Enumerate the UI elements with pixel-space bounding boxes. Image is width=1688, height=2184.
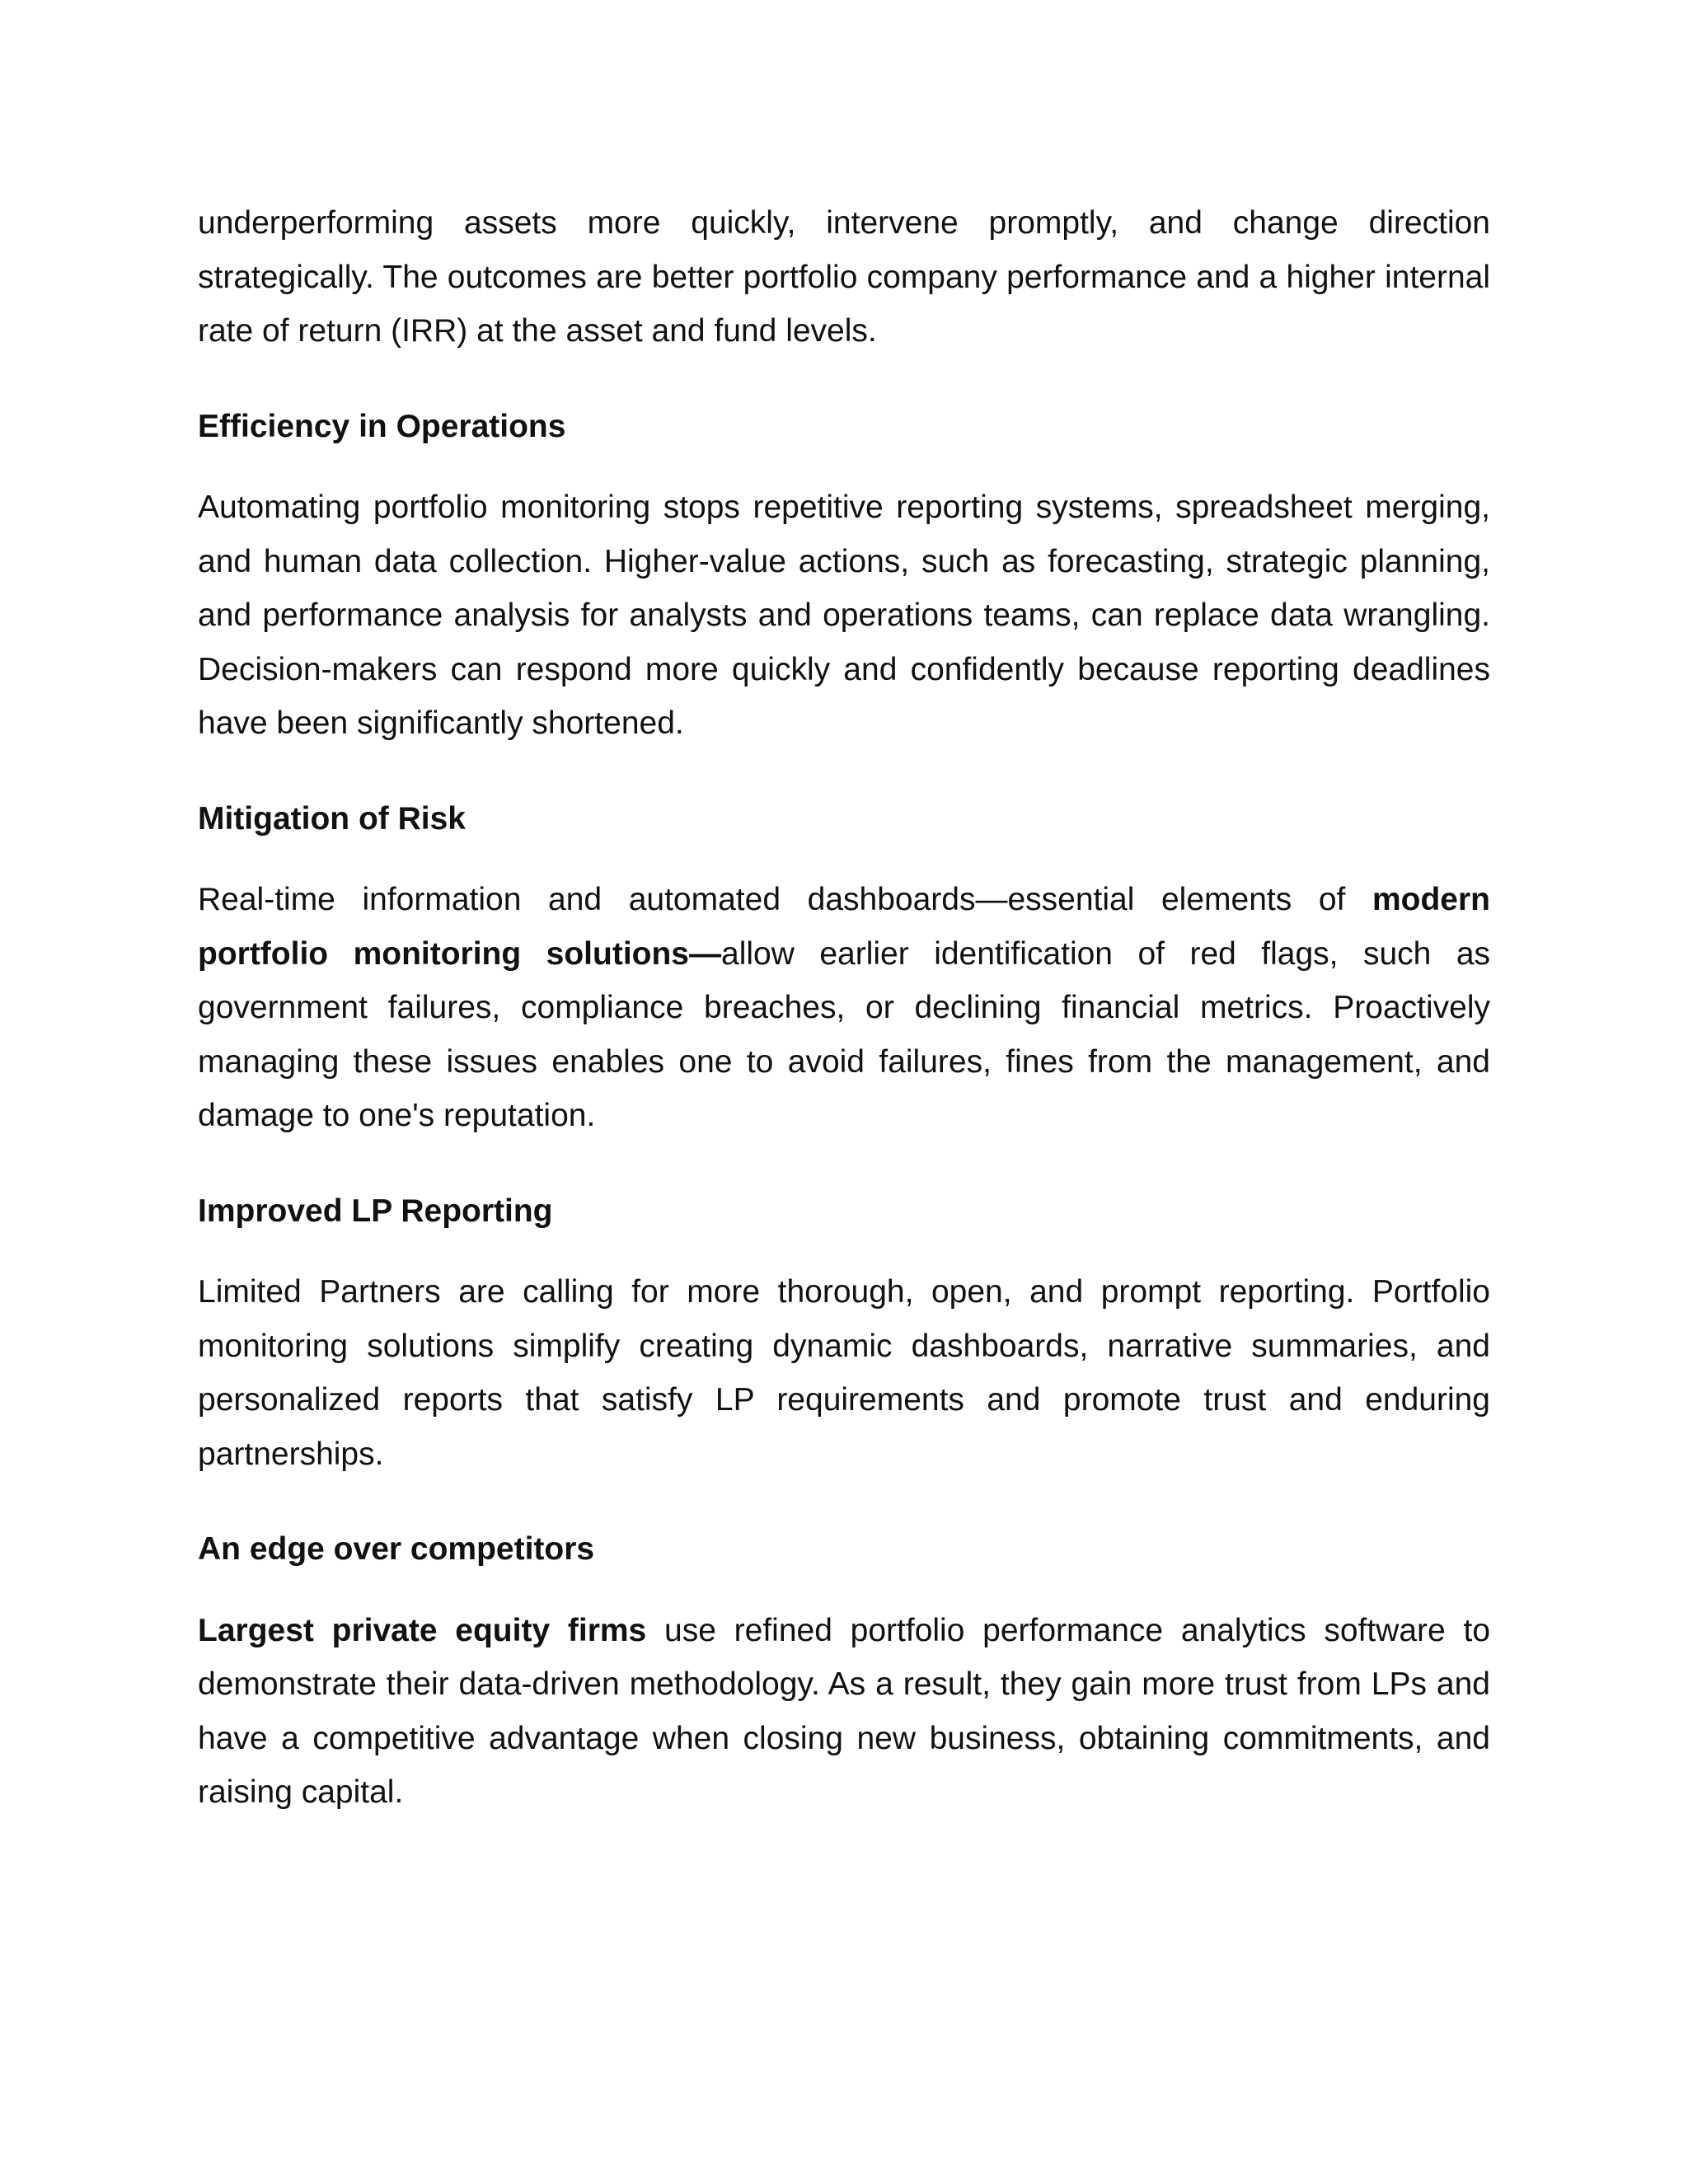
section-body-lp-reporting: Limited Partners are calling for more thorough, open, and prompt reporting. Portfolio monitoring solutions simplify creating dynamic dashboards, narrative summaries, and personalized reports that satisfy LP requirements and promote trust and enduring partnerships. (198, 1274, 1490, 1472)
section-body-risk (198, 873, 1490, 1143)
section-heading-efficiency: Efficiency in Operations (198, 408, 566, 444)
section-heading-competitors: An edge over competitors (198, 1531, 595, 1567)
risk-body-lead: Real-time information and automated dashboards—essential elements of (198, 882, 1372, 917)
section-body-efficiency: Automating portfolio monitoring stops repetitive reporting systems, spreadsheet merging, and human data collection. Higher-value actions, such as forecasting, strategic planning, and performance analysis for analysts and operations teams, can replace data wrangling. Decision-makers can respond more quickly and confidently because reporting deadlines have been significantly shortened. (198, 490, 1490, 741)
intro-paragraph: underperforming assets more quickly, intervene promptly, and change direction strategically. The outcomes are better portfolio company performance and a higher internal rate of return (IRR) at the asset and fund levels. (198, 205, 1490, 349)
document-page (198, 196, 1490, 1820)
section-heading-risk: Mitigation of Risk (198, 800, 466, 837)
section-heading-lp-reporting: Improved LP Reporting (198, 1193, 553, 1229)
risk-body-bold: modern portfolio monitoring solutions— (198, 882, 1490, 972)
competitors-body-bold: Largest private equity firms (198, 1612, 647, 1648)
section-body-competitors (198, 1604, 1490, 1820)
risk-body-rest: allow earlier identification of red flags, such as government failures, compliance breaches, or declining financial metrics. Proactively managing these issues enables one to avoid failures, fines from the management, and damage to one's reputation. (198, 935, 1491, 1133)
competitors-body-rest: use refined portfolio performance analytics software to demonstrate their data-driven methodology. As a result, they gain more trust from LPs and have a competitive advantage when closing new business, obtaining commitments, and raising capital. (198, 1612, 1491, 1810)
